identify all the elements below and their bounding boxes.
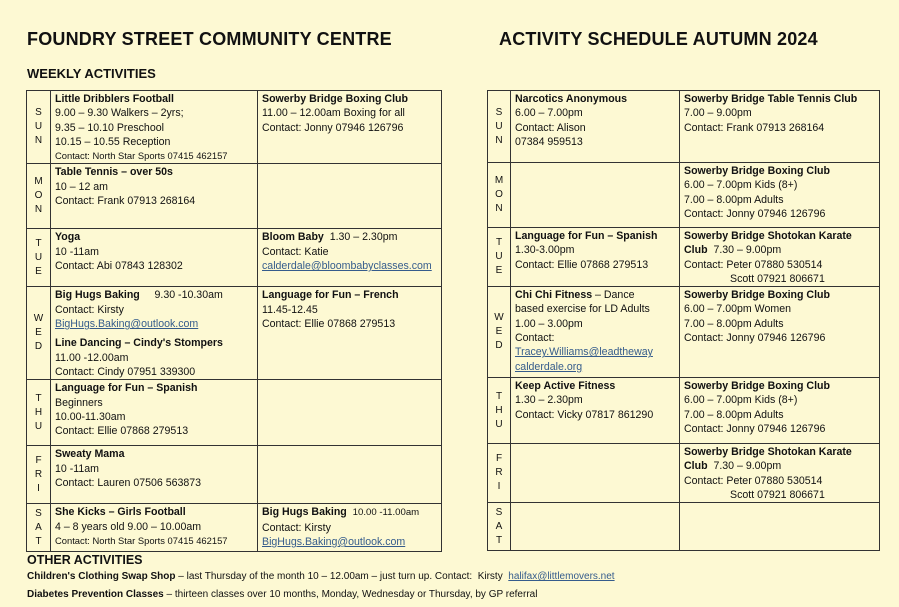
activity-title: Sowerby Bridge Boxing Club (262, 93, 408, 105)
row-saturday (27, 504, 442, 552)
activity-title: Sowerby Bridge Boxing Club (684, 380, 830, 393)
empty-cell (258, 164, 442, 229)
activity-title: Sweaty Mama (55, 448, 125, 461)
day-friday: F R I (27, 446, 51, 504)
contact-text: Contact: Peter 07880 530514 (684, 258, 823, 271)
weekly-activities-heading: WEEKLY ACTIVITIES (27, 66, 156, 81)
contact-text: Contact: Vicky 07817 861290 (515, 408, 654, 421)
activity-cell: Language for Fun – Spanish Beginners 10.00-11.30am Contact: Ellie 07868 279513 (51, 380, 258, 446)
row-wednesday (488, 287, 880, 378)
activity-title: Table Tennis – over 50s (55, 166, 173, 179)
row-wednesday (27, 287, 442, 380)
email-link[interactable]: calderdale.org (515, 360, 583, 373)
row-thursday (488, 378, 880, 444)
row-sunday (488, 91, 880, 163)
centre-title: FOUNDRY STREET COMMUNITY CENTRE (27, 29, 392, 49)
email-link[interactable]: halifax@littlemovers.net (508, 571, 615, 582)
activity-title: Little Dribblers Football (55, 93, 174, 105)
contact-text: Contact: Ellie 07868 279513 (55, 425, 189, 438)
day-tuesday: T U E (488, 228, 511, 287)
row-sunday (27, 91, 442, 164)
activity-cell: Keep Active Fitness 1.30 – 2.30pm Contact: Vicky 07817 861290 (511, 378, 680, 444)
contact-text: Contact: Frank 07913 268164 (684, 121, 825, 134)
contact-text: Contact: Katie (262, 245, 329, 258)
contact-text: Contact: Frank 07913 268164 (55, 195, 196, 208)
row-saturday (488, 503, 880, 551)
contact-text: Contact: Peter 07880 530514 (684, 474, 823, 487)
swap-shop-line: Children's Clothing Swap Shop – last Thursday of the month 10 – 12.00am – just turn up. Contact: Kirsty halifax@littlemovers.net (27, 571, 615, 582)
day-saturday: S A T (27, 504, 51, 552)
activity-title: She Kicks – Girls Football (55, 506, 186, 519)
activity-title: Language for Fun – Spanish (55, 382, 198, 395)
row-monday (488, 163, 880, 228)
day-saturday: S A T (488, 503, 511, 551)
activity-cell: Sowerby Bridge Boxing Club 11.00 – 12.00am Boxing for all Contact: Jonny 07946 126796 (258, 91, 442, 164)
contact-text: Contact: Jonny 07946 126796 (262, 121, 404, 134)
activity-cell: Sowerby Bridge Boxing Club 6.00 – 7.00pm Women 7.00 – 8.00pm Adults Contact: Jonny 07946 126796 (680, 287, 880, 378)
activity-cell: Chi Chi Fitness – Dance based exercise for LD Adults 1.00 – 3.00pm Contact: Tracey.Williams@leadtheway calderdale.org (511, 287, 680, 378)
other-activities-heading: OTHER ACTIVITIES (27, 553, 143, 567)
email-link[interactable]: Tracey.Williams@leadtheway (515, 346, 653, 359)
row-friday (27, 446, 442, 504)
day-monday: M O N (27, 164, 51, 229)
row-monday (27, 164, 442, 229)
activity-cell: Sowerby Bridge Shotokan Karate Club 7.30 – 9.00pm Contact: Peter 07880 530514 Scott 07921 806671 (680, 228, 880, 287)
row-friday (488, 444, 880, 503)
email-link[interactable]: BigHugs.Baking@outlook.com (55, 318, 199, 331)
contact-text: Contact: North Star Sports 07415 462157 (55, 534, 228, 546)
contact-text: Contact: Ellie 07868 279513 (262, 318, 396, 331)
day-sunday: S U N (488, 91, 511, 163)
contact-text: Contact: Kirsty (262, 521, 331, 534)
row-thursday (27, 380, 442, 446)
activity-title: Language for Fun – French (262, 289, 399, 302)
activity-cell: Narcotics Anonymous 6.00 – 7.00pm Contact: Alison 07384 959513 (511, 91, 680, 163)
activity-title: Big Hugs Baking (55, 289, 140, 302)
activity-cell: Table Tennis – over 50s 10 – 12 am Contact: Frank 07913 268164 (51, 164, 258, 229)
activity-cell: Sowerby Bridge Shotokan Karate Club 7.30 – 9.00pm Contact: Peter 07880 530514 Scott 07921 806671 (680, 444, 880, 503)
day-tuesday: T U E (27, 229, 51, 287)
schedule-title: ACTIVITY SCHEDULE AUTUMN 2024 (499, 29, 818, 49)
day-wednesday: W E D (488, 287, 511, 378)
activity-cell: Sowerby Bridge Boxing Club 6.00 – 7.00pm Kids (8+) 7.00 – 8.00pm Adults Contact: Jonny 07946 126796 (680, 163, 880, 228)
activity-title: Narcotics Anonymous (515, 93, 628, 105)
activity-title: Bloom Baby (262, 231, 324, 244)
day-monday: M O N (488, 163, 511, 228)
activity-title: Keep Active Fitness (515, 380, 616, 393)
email-link[interactable]: calderdale@bloombabyclasses.com (262, 260, 432, 273)
activity-cell: Bloom Baby 1.30 – 2.30pm Contact: Katie calderdale@bloombabyclasses.com (258, 229, 442, 287)
contact-text: Contact: Abi 07843 128302 (55, 260, 183, 273)
activity-title: Language for Fun – Spanish (515, 230, 658, 242)
contact-text: Contact: Alison (515, 121, 586, 134)
activity-title: Yoga (55, 231, 81, 244)
row-tuesday (27, 229, 442, 287)
activity-title: Sowerby Bridge Table Tennis Club (684, 93, 858, 105)
contact-text: Contact: North Star Sports 07415 462157 (55, 150, 228, 162)
activity-title: Sowerby Bridge Boxing Club (684, 289, 830, 302)
email-link[interactable]: BigHugs.Baking@outlook.com (262, 535, 406, 548)
empty-cell (511, 503, 680, 551)
day-thursday: T H U (488, 378, 511, 444)
empty-cell (680, 503, 880, 551)
contact-text: Contact: Cindy 07951 339300 (55, 365, 196, 378)
activity-cell: Sowerby Bridge Table Tennis Club 7.00 – 9.00pm Contact: Frank 07913 268164 (680, 91, 880, 163)
empty-cell (258, 446, 442, 504)
contact-text: Contact: (515, 332, 555, 345)
empty-cell (258, 380, 442, 446)
activity-title: Line Dancing – Cindy's Stompers (55, 337, 223, 350)
day-wednesday: W E D (27, 287, 51, 380)
activity-title: Chi Chi Fitness (515, 289, 593, 302)
empty-cell (511, 163, 680, 228)
contact-text: Contact: Lauren 07506 563873 (55, 476, 202, 489)
day-thursday: T H U (27, 380, 51, 446)
empty-cell (511, 444, 680, 503)
contact-text: Contact: Jonny 07946 126796 (684, 423, 826, 436)
contact-text: Contact: Ellie 07868 279513 (515, 258, 649, 271)
activity-cell: Language for Fun – French 11.45-12.45 Contact: Ellie 07868 279513 (258, 287, 442, 380)
row-tuesday (488, 228, 880, 287)
activity-title: Sowerby Bridge Shotokan Karate (684, 230, 852, 242)
activity-cell: She Kicks – Girls Football 4 – 8 years old 9.00 – 10.00am Contact: North Star Sports 07415 462157 (51, 504, 258, 552)
activity-cell: Language for Fun – Spanish 1.30-3.00pm Contact: Ellie 07868 279513 (511, 228, 680, 287)
activity-title: Sowerby Bridge Boxing Club (684, 165, 830, 177)
activity-cell: Sweaty Mama 10 -11am Contact: Lauren 07506 563873 (51, 446, 258, 504)
activity-cell: Sowerby Bridge Boxing Club 6.00 – 7.00pm Kids (8+) 7.00 – 8.00pm Adults Contact: Jonny 07946 126796 (680, 378, 880, 444)
activity-title: Sowerby Bridge Shotokan Karate (684, 446, 852, 459)
left-schedule-table (26, 90, 442, 552)
diabetes-line: Diabetes Prevention Classes – thirteen classes over 10 months, Monday, Wednesday or Thursday, by GP referral (27, 589, 538, 600)
contact-text: Contact: Kirsty (55, 303, 124, 316)
contact-text: Contact: Jonny 07946 126796 (684, 332, 826, 345)
contact-text: Contact: Jonny 07946 126796 (684, 207, 826, 220)
right-schedule-table (487, 90, 880, 551)
activity-cell: Little Dribblers Football 9.00 – 9.30 Walkers – 2yrs; 9.35 – 10.10 Preschool 10.15 – 10.55 Reception Contact: North Star Sports 07415 462157 (51, 91, 258, 164)
activity-cell: Big Hugs Baking 9.30 -10.30am Contact: Kirsty BigHugs.Baking@outlook.com Line Dancing – Cindy's Stompers 11.00 -12.00am Contact: Cindy 07951 339300 (51, 287, 258, 380)
activity-cell: Yoga 10 -11am Contact: Abi 07843 128302 (51, 229, 258, 287)
activity-title: Big Hugs Baking (262, 506, 347, 519)
day-friday: F R I (488, 444, 511, 503)
activity-cell: Big Hugs Baking 10.00 -11.00am Contact: Kirsty BigHugs.Baking@outlook.com (258, 504, 442, 552)
day-sunday: S U N (27, 91, 51, 164)
